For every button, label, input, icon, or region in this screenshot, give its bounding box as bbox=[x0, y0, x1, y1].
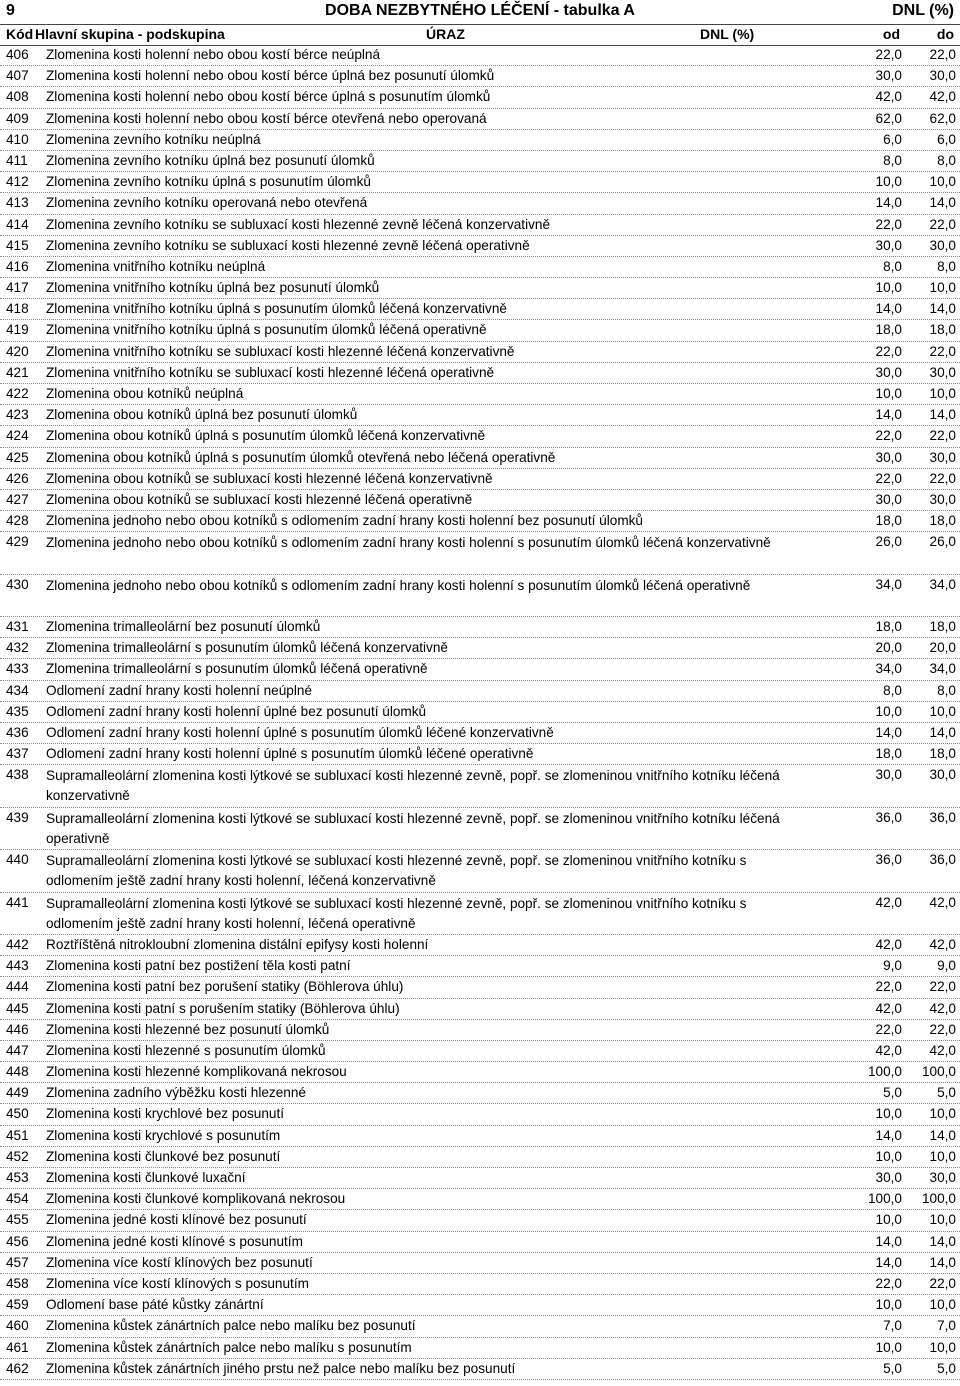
column-header-dnl: DNL (%) bbox=[700, 26, 755, 42]
table-row bbox=[0, 893, 960, 935]
row-value-od: 22,0 bbox=[875, 1021, 902, 1037]
page-header bbox=[0, 0, 960, 25]
row-code: 412 bbox=[6, 174, 29, 190]
row-value-do: 30,0 bbox=[929, 449, 956, 465]
row-value-od: 100,0 bbox=[867, 1064, 902, 1080]
row-code: 436 bbox=[6, 725, 29, 741]
row-value-do: 36,0 bbox=[929, 809, 956, 825]
row-description: Zlomenina kosti patní s porušením statiky (Böhlerova úhlu) bbox=[46, 1000, 400, 1016]
row-value-do: 14,0 bbox=[929, 1127, 956, 1143]
column-header-od: od bbox=[882, 26, 900, 42]
row-value-do: 100,0 bbox=[921, 1191, 956, 1207]
row-code: 445 bbox=[6, 1000, 29, 1016]
row-code: 433 bbox=[6, 661, 29, 677]
row-value-do: 18,0 bbox=[929, 746, 956, 762]
table-row bbox=[0, 215, 960, 236]
row-code: 423 bbox=[6, 407, 29, 423]
row-value-do: 6,0 bbox=[937, 131, 956, 147]
row-value-do: 18,0 bbox=[929, 619, 956, 635]
row-description: Zlomenina vnitřního kotníku neúplná bbox=[46, 258, 266, 274]
table-row bbox=[0, 999, 960, 1020]
row-value-do: 30,0 bbox=[929, 364, 956, 380]
table-row bbox=[0, 1104, 960, 1125]
row-value-od: 62,0 bbox=[875, 110, 902, 126]
row-value-do: 10,0 bbox=[929, 1106, 956, 1122]
row-code: 438 bbox=[6, 767, 29, 783]
row-value-do: 20,0 bbox=[929, 640, 956, 656]
table-row bbox=[0, 808, 960, 850]
table-row bbox=[0, 681, 960, 702]
row-description: Zlomenina kosti hlezenné s posunutím úlomků bbox=[46, 1042, 326, 1058]
row-value-do: 14,0 bbox=[929, 195, 956, 211]
table-row bbox=[0, 151, 960, 172]
row-code: 461 bbox=[6, 1339, 29, 1355]
row-code: 439 bbox=[6, 809, 29, 825]
row-value-do: 8,0 bbox=[937, 258, 956, 274]
row-value-do: 34,0 bbox=[929, 661, 956, 677]
row-code: 419 bbox=[6, 322, 29, 338]
row-value-od: 42,0 bbox=[875, 89, 902, 105]
row-value-od: 9,0 bbox=[883, 958, 902, 974]
row-code: 453 bbox=[6, 1170, 29, 1186]
table-row bbox=[0, 1316, 960, 1337]
row-description: Zlomenina zevního kotníku se subluxací kosti hlezenné zevně léčená konzervativně bbox=[46, 216, 551, 232]
row-code: 448 bbox=[6, 1064, 29, 1080]
row-code: 451 bbox=[6, 1127, 29, 1143]
table-row bbox=[0, 1126, 960, 1147]
table-row bbox=[0, 426, 960, 447]
row-description: Odlomení zadní hrany kosti holenní neúplné bbox=[46, 682, 313, 698]
row-value-do: 26,0 bbox=[929, 534, 956, 550]
table-row bbox=[0, 977, 960, 998]
row-description: Zlomenina jedné kosti klínové bez posunutí bbox=[46, 1212, 307, 1228]
row-value-do: 10,0 bbox=[929, 703, 956, 719]
table-row bbox=[0, 1083, 960, 1104]
row-value-do: 36,0 bbox=[929, 852, 956, 868]
row-value-od: 22,0 bbox=[875, 979, 902, 995]
table-row bbox=[0, 1147, 960, 1168]
row-value-od: 10,0 bbox=[875, 1297, 902, 1313]
row-description: Zlomenina obou kotníků úplná s posunutím úlomků otevřená nebo léčená operativně bbox=[46, 449, 556, 465]
table-row bbox=[0, 1338, 960, 1359]
row-code: 424 bbox=[6, 428, 29, 444]
row-code: 409 bbox=[6, 110, 29, 126]
row-value-od: 22,0 bbox=[875, 216, 902, 232]
row-code: 454 bbox=[6, 1191, 29, 1207]
table-row bbox=[0, 320, 960, 341]
table-row bbox=[0, 723, 960, 744]
row-code: 420 bbox=[6, 343, 29, 359]
table-row bbox=[0, 1253, 960, 1274]
row-value-od: 10,0 bbox=[875, 703, 902, 719]
row-description: Roztříštěná nitrokloubní zlomenina distální epifysy kosti holenní bbox=[46, 936, 429, 952]
row-description: Zlomenina kůstek zánártních jiného prstu než palce nebo malíku bez posunutí bbox=[46, 1360, 516, 1376]
row-description: Zlomenina kosti hlezenné bez posunutí úlomků bbox=[46, 1021, 330, 1037]
row-value-od: 30,0 bbox=[875, 68, 902, 84]
row-code: 462 bbox=[6, 1360, 29, 1376]
row-code: 446 bbox=[6, 1021, 29, 1037]
row-description: Zlomenina kosti krychlové s posunutím bbox=[46, 1127, 281, 1143]
row-description: Zlomenina zevního kotníku operovaná nebo otevřená bbox=[46, 195, 368, 211]
table-row bbox=[0, 109, 960, 130]
table-row bbox=[0, 172, 960, 193]
row-value-od: 14,0 bbox=[875, 725, 902, 741]
row-description: Zlomenina zadního výběžku kosti hlezenné bbox=[46, 1085, 306, 1101]
row-value-od: 14,0 bbox=[875, 195, 902, 211]
row-value-od: 26,0 bbox=[875, 534, 902, 550]
row-value-do: 14,0 bbox=[929, 301, 956, 317]
row-value-od: 7,0 bbox=[883, 1318, 902, 1334]
table-row bbox=[0, 765, 960, 807]
row-value-do: 30,0 bbox=[929, 68, 956, 84]
row-value-do: 22,0 bbox=[929, 1275, 956, 1291]
row-value-od: 30,0 bbox=[875, 1170, 902, 1186]
row-value-do: 10,0 bbox=[929, 174, 956, 190]
row-description: Zlomenina vnitřního kotníku se subluxací kosti hlezenné léčená konzervativně bbox=[46, 343, 515, 359]
row-value-od: 42,0 bbox=[875, 894, 902, 910]
row-code: 449 bbox=[6, 1085, 29, 1101]
row-code: 413 bbox=[6, 195, 29, 211]
row-value-od: 14,0 bbox=[875, 1254, 902, 1270]
row-description: Zlomenina zevního kotníku úplná s posunutím úlomků bbox=[46, 174, 371, 190]
row-value-do: 10,0 bbox=[929, 386, 956, 401]
row-value-do: 7,0 bbox=[937, 1318, 956, 1334]
row-description: Zlomenina obou kotníků se subluxací kosti hlezenné léčená konzervativně bbox=[46, 470, 493, 486]
table-row bbox=[0, 956, 960, 977]
row-value-od: 5,0 bbox=[883, 1360, 902, 1376]
row-code: 410 bbox=[6, 131, 29, 147]
table-row bbox=[0, 702, 960, 723]
row-code: 442 bbox=[6, 936, 29, 952]
row-value-od: 10,0 bbox=[875, 1212, 902, 1228]
row-code: 431 bbox=[6, 619, 29, 635]
row-value-do: 18,0 bbox=[929, 513, 956, 529]
table-row bbox=[0, 638, 960, 659]
row-value-do: 42,0 bbox=[929, 1042, 956, 1058]
row-code: 416 bbox=[6, 258, 29, 274]
row-value-do: 8,0 bbox=[937, 682, 956, 698]
row-value-od: 30,0 bbox=[875, 767, 902, 783]
row-value-od: 10,0 bbox=[875, 1106, 902, 1122]
table-row bbox=[0, 532, 960, 574]
row-value-do: 22,0 bbox=[929, 47, 956, 62]
row-value-do: 22,0 bbox=[929, 979, 956, 995]
row-description: Zlomenina kosti holenní nebo obou kostí bérce úplná bez posunutí úlomků bbox=[46, 68, 495, 84]
row-code: 457 bbox=[6, 1254, 29, 1270]
row-description: Supramalleolární zlomenina kosti lýtkové se subluxací kosti hlezenné zevně, popř. se zlomeninou vnitřního kotníku léčená operativně bbox=[46, 810, 780, 846]
row-value-do: 30,0 bbox=[929, 491, 956, 507]
row-description: Zlomenina trimalleolární s posunutím úlomků léčená konzervativně bbox=[46, 640, 448, 656]
row-code: 426 bbox=[6, 470, 29, 486]
row-code: 407 bbox=[6, 68, 29, 84]
table-row bbox=[0, 87, 960, 108]
table-row bbox=[0, 1168, 960, 1189]
table-row bbox=[0, 1210, 960, 1231]
row-code: 415 bbox=[6, 237, 29, 253]
page-number: 9 bbox=[6, 2, 15, 19]
dnl-header-label: DNL (%) bbox=[892, 2, 954, 19]
row-code: 437 bbox=[6, 746, 29, 762]
row-value-od: 8,0 bbox=[883, 152, 902, 168]
row-description: Zlomenina vnitřního kotníku úplná s posunutím úlomků léčená konzervativně bbox=[46, 301, 507, 317]
table-row bbox=[0, 45, 960, 66]
row-value-do: 42,0 bbox=[929, 1000, 956, 1016]
row-description: Zlomenina kosti člunkové komplikovaná nekrosou bbox=[46, 1191, 346, 1207]
row-code: 428 bbox=[6, 513, 29, 529]
row-value-do: 22,0 bbox=[929, 216, 956, 232]
row-description: Zlomenina zevního kotníku se subluxací kosti hlezenné zevně léčená operativně bbox=[46, 237, 530, 253]
row-value-od: 14,0 bbox=[875, 1233, 902, 1249]
row-description: Zlomenina kosti patní bez postižení těla kosti patní bbox=[46, 958, 351, 974]
row-code: 443 bbox=[6, 958, 29, 974]
table-row bbox=[0, 744, 960, 765]
row-value-od: 30,0 bbox=[875, 491, 902, 507]
row-value-do: 10,0 bbox=[929, 1148, 956, 1164]
row-value-od: 8,0 bbox=[883, 682, 902, 698]
row-value-od: 18,0 bbox=[875, 513, 902, 529]
row-value-od: 30,0 bbox=[875, 364, 902, 380]
row-code: 418 bbox=[6, 301, 29, 317]
row-value-od: 36,0 bbox=[875, 852, 902, 868]
row-value-od: 10,0 bbox=[875, 1148, 902, 1164]
row-value-od: 18,0 bbox=[875, 619, 902, 635]
row-code: 434 bbox=[6, 682, 29, 698]
row-value-od: 100,0 bbox=[867, 1191, 902, 1207]
row-value-od: 8,0 bbox=[883, 258, 902, 274]
row-description: Zlomenina obou kotníků se subluxací kosti hlezenné léčená operativně bbox=[46, 491, 473, 507]
row-value-od: 18,0 bbox=[875, 322, 902, 338]
row-value-do: 30,0 bbox=[929, 237, 956, 253]
row-value-do: 30,0 bbox=[929, 1170, 956, 1186]
row-description: Zlomenina obou kotníků úplná s posunutím úlomků léčená konzervativně bbox=[46, 428, 486, 444]
page-title: DOBA NEZBYTNÉHO LÉČENÍ - tabulka A bbox=[325, 2, 635, 19]
row-code: 460 bbox=[6, 1318, 29, 1334]
row-value-do: 30,0 bbox=[929, 767, 956, 783]
row-value-do: 10,0 bbox=[929, 1212, 956, 1228]
row-description: Zlomenina jednoho nebo obou kotníků s odlomením zadní hrany kosti holenní bez posunutí úlomků bbox=[46, 513, 643, 529]
table-row bbox=[0, 299, 960, 320]
table-row bbox=[0, 278, 960, 299]
row-code: 429 bbox=[6, 534, 29, 550]
row-value-do: 14,0 bbox=[929, 407, 956, 423]
row-description: Zlomenina kůstek zánártních palce nebo malíku s posunutím bbox=[46, 1339, 412, 1355]
row-description: Odlomení zadní hrany kosti holenní úplné s posunutím úlomků léčené konzervativně bbox=[46, 725, 554, 741]
row-value-do: 22,0 bbox=[929, 428, 956, 444]
row-value-od: 30,0 bbox=[875, 237, 902, 253]
row-code: 421 bbox=[6, 364, 29, 380]
row-value-od: 18,0 bbox=[875, 746, 902, 762]
row-value-od: 5,0 bbox=[883, 1085, 902, 1101]
row-description: Zlomenina obou kotníků neúplná bbox=[46, 386, 244, 401]
row-description: Zlomenina vnitřního kotníku úplná bez posunutí úlomků bbox=[46, 280, 380, 296]
table-row bbox=[0, 1062, 960, 1083]
table-row bbox=[0, 1295, 960, 1316]
row-description: Zlomenina obou kotníků úplná bez posunutí úlomků bbox=[46, 407, 358, 423]
row-description: Zlomenina jednoho nebo obou kotníků s odlomením zadní hrany kosti holenní s posunutím úlomků léčená konzervativně bbox=[46, 535, 771, 551]
table-row bbox=[0, 130, 960, 151]
row-code: 458 bbox=[6, 1275, 29, 1291]
row-value-od: 6,0 bbox=[883, 131, 902, 147]
table-row bbox=[0, 1274, 960, 1295]
table-row bbox=[0, 193, 960, 214]
row-description: Zlomenina kosti hlezenné komplikovaná nekrosou bbox=[46, 1064, 347, 1080]
row-description: Zlomenina kosti holenní nebo obou kostí bérce neúplná bbox=[46, 47, 381, 62]
column-header-do: do bbox=[936, 26, 954, 42]
row-code: 459 bbox=[6, 1297, 29, 1313]
row-description: Odlomení zadní hrany kosti holenní úplné bez posunutí úlomků bbox=[46, 703, 427, 719]
row-description: Odlomení base páté kůstky zánártní bbox=[46, 1297, 264, 1313]
row-code: 425 bbox=[6, 449, 29, 465]
row-value-do: 14,0 bbox=[929, 1233, 956, 1249]
row-value-od: 42,0 bbox=[875, 1042, 902, 1058]
row-description: Supramalleolární zlomenina kosti lýtkové se subluxací kosti hlezenné zevně, popř. se zlomeninou vnitřního kotníku s odlomením ještě zadní hrany kosti holenní, léčená operativně bbox=[46, 895, 747, 931]
table-row bbox=[0, 448, 960, 469]
table-row bbox=[0, 405, 960, 426]
row-code: 441 bbox=[6, 894, 29, 910]
row-value-od: 42,0 bbox=[875, 936, 902, 952]
row-value-od: 14,0 bbox=[875, 1127, 902, 1143]
row-code: 452 bbox=[6, 1148, 29, 1164]
table-row bbox=[0, 384, 960, 405]
row-description: Zlomenina trimalleolární s posunutím úlomků léčená operativně bbox=[46, 661, 428, 677]
row-code: 422 bbox=[6, 386, 29, 401]
row-value-od: 10,0 bbox=[875, 174, 902, 190]
row-value-do: 9,0 bbox=[937, 958, 956, 974]
row-value-do: 10,0 bbox=[929, 1297, 956, 1313]
row-code: 406 bbox=[6, 47, 29, 62]
row-value-do: 42,0 bbox=[929, 89, 956, 105]
row-code: 444 bbox=[6, 979, 29, 995]
row-value-od: 10,0 bbox=[875, 386, 902, 401]
table-row bbox=[0, 659, 960, 680]
row-code: 408 bbox=[6, 89, 29, 105]
table-row bbox=[0, 1189, 960, 1210]
row-description: Zlomenina kosti krychlové bez posunutí bbox=[46, 1106, 285, 1122]
row-code: 414 bbox=[6, 216, 29, 232]
column-header-kod: Kód bbox=[6, 26, 34, 42]
row-description: Zlomenina kosti holenní nebo obou kostí bérce otevřená nebo operovaná bbox=[46, 110, 487, 126]
row-value-od: 34,0 bbox=[875, 661, 902, 677]
row-code: 432 bbox=[6, 640, 29, 656]
row-code: 455 bbox=[6, 1212, 29, 1228]
row-value-do: 14,0 bbox=[929, 1254, 956, 1270]
row-value-od: 22,0 bbox=[875, 1275, 902, 1291]
row-description: Supramalleolární zlomenina kosti lýtkové se subluxací kosti hlezenné zevně, popř. se zlomeninou vnitřního kotníku s odlomením ještě zadní hrany kosti holenní, léčená konzervativně bbox=[46, 853, 747, 889]
row-code: 417 bbox=[6, 280, 29, 296]
table-row bbox=[0, 1041, 960, 1062]
row-description: Zlomenina více kostí klínových bez posunutí bbox=[46, 1254, 313, 1270]
row-description: Zlomenina jedné kosti klínové s posunutím bbox=[46, 1233, 303, 1249]
table-row bbox=[0, 617, 960, 638]
table-row bbox=[0, 575, 960, 617]
row-code: 447 bbox=[6, 1042, 29, 1058]
row-value-do: 42,0 bbox=[929, 894, 956, 910]
table-row bbox=[0, 490, 960, 511]
row-value-od: 34,0 bbox=[875, 576, 902, 592]
row-code: 440 bbox=[6, 852, 29, 868]
column-header-row bbox=[0, 24, 960, 46]
table-row bbox=[0, 66, 960, 87]
row-value-do: 8,0 bbox=[937, 152, 956, 168]
row-code: 427 bbox=[6, 491, 29, 507]
row-value-od: 10,0 bbox=[875, 280, 902, 296]
table-row bbox=[0, 935, 960, 956]
table-row bbox=[0, 342, 960, 363]
table-row bbox=[0, 257, 960, 278]
row-value-do: 5,0 bbox=[937, 1085, 956, 1101]
row-value-do: 5,0 bbox=[937, 1360, 956, 1376]
row-code: 411 bbox=[6, 152, 28, 168]
row-description: Zlomenina kůstek zánártních palce nebo malíku bez posunutí bbox=[46, 1318, 416, 1334]
row-description: Zlomenina vnitřního kotníku se subluxací kosti hlezenné léčená operativně bbox=[46, 364, 495, 380]
table-row bbox=[0, 850, 960, 892]
row-code: 430 bbox=[6, 576, 29, 592]
row-value-od: 22,0 bbox=[875, 343, 902, 359]
table-row bbox=[0, 469, 960, 490]
row-value-do: 22,0 bbox=[929, 1021, 956, 1037]
row-value-od: 20,0 bbox=[875, 640, 902, 656]
table-row bbox=[0, 1232, 960, 1253]
row-value-do: 42,0 bbox=[929, 936, 956, 952]
row-description: Zlomenina kosti holenní nebo obou kostí bérce úplná s posunutím úlomků bbox=[46, 89, 491, 105]
row-value-od: 22,0 bbox=[875, 428, 902, 444]
row-code: 456 bbox=[6, 1233, 29, 1249]
injury-table bbox=[0, 45, 960, 1380]
row-description: Zlomenina vnitřního kotníku úplná s posunutím úlomků léčená operativně bbox=[46, 322, 487, 338]
row-value-od: 14,0 bbox=[875, 407, 902, 423]
row-description: Zlomenina kosti člunkové luxační bbox=[46, 1170, 246, 1186]
table-row bbox=[0, 1359, 960, 1380]
row-value-do: 100,0 bbox=[921, 1064, 956, 1080]
row-description: Zlomenina více kostí klínových s posunutím bbox=[46, 1275, 309, 1291]
row-value-do: 22,0 bbox=[929, 470, 956, 486]
row-description: Zlomenina zevního kotníku neúplná bbox=[46, 131, 261, 147]
row-value-do: 10,0 bbox=[929, 1339, 956, 1355]
table-row bbox=[0, 511, 960, 532]
row-value-do: 18,0 bbox=[929, 322, 956, 338]
row-description: Zlomenina kosti člunkové bez posunutí bbox=[46, 1148, 281, 1164]
row-value-od: 36,0 bbox=[875, 809, 902, 825]
row-value-od: 10,0 bbox=[875, 1339, 902, 1355]
table-row bbox=[0, 236, 960, 257]
row-value-od: 30,0 bbox=[875, 449, 902, 465]
row-value-od: 22,0 bbox=[875, 47, 902, 62]
row-description: Zlomenina trimalleolární bez posunutí úlomků bbox=[46, 619, 321, 635]
row-description: Zlomenina jednoho nebo obou kotníků s odlomením zadní hrany kosti holenní s posunutím úlomků léčená operativně bbox=[46, 577, 751, 593]
row-value-od: 22,0 bbox=[875, 470, 902, 486]
row-value-do: 62,0 bbox=[929, 110, 956, 126]
row-value-do: 10,0 bbox=[929, 280, 956, 296]
row-description: Zlomenina zevního kotníku úplná bez posunutí úlomků bbox=[46, 152, 375, 168]
table-row bbox=[0, 1020, 960, 1041]
row-description: Zlomenina kosti patní bez porušení statiky (Böhlerova úhlu) bbox=[46, 979, 404, 995]
row-value-od: 42,0 bbox=[875, 1000, 902, 1016]
row-code: 435 bbox=[6, 703, 29, 719]
row-value-do: 14,0 bbox=[929, 725, 956, 741]
row-value-do: 34,0 bbox=[929, 576, 956, 592]
row-description: Odlomení zadní hrany kosti holenní úplné s posunutím úlomků léčené operativně bbox=[46, 746, 534, 762]
row-description: Supramalleolární zlomenina kosti lýtkové se subluxací kosti hlezenné zevně, popř. se zlomeninou vnitřního kotníku léčená konzervativně bbox=[46, 768, 780, 804]
row-code: 450 bbox=[6, 1106, 29, 1122]
row-value-od: 14,0 bbox=[875, 301, 902, 317]
column-header-skupina: Hlavní skupina - podskupina bbox=[35, 26, 225, 42]
table-row bbox=[0, 363, 960, 384]
row-value-do: 22,0 bbox=[929, 343, 956, 359]
column-header-uraz: ÚRAZ bbox=[426, 26, 465, 42]
